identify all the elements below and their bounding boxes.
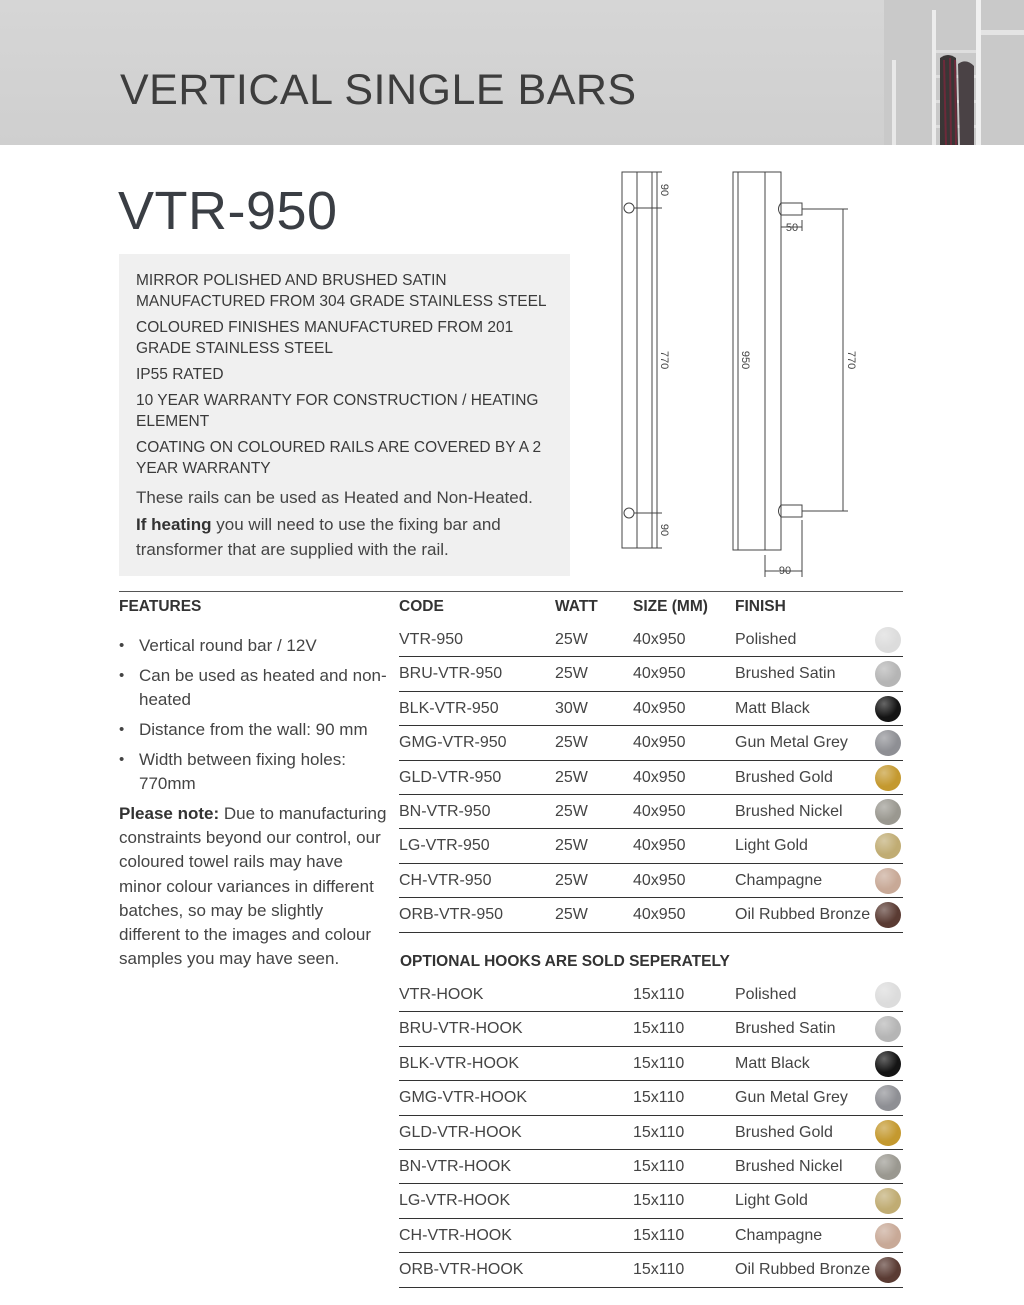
table-row [399, 864, 903, 898]
row-size: 40x950 [633, 802, 686, 820]
row-code: VTR-950 [399, 631, 464, 648]
table-row [399, 657, 903, 691]
spec-box [119, 254, 570, 576]
finish-swatch [875, 1120, 901, 1146]
finish-swatch [875, 661, 901, 687]
row-watt: 25W [555, 768, 588, 786]
row-finish: Brushed Gold [735, 1123, 833, 1141]
row-finish: Gun Metal Grey [735, 1089, 848, 1107]
code-heading: CODE [399, 598, 444, 615]
size-heading: SIZE (MM) [633, 598, 708, 615]
row-watt: 25W [555, 871, 588, 889]
row-code: LG-VTR-950 [399, 837, 490, 855]
row-size: 15x110 [633, 1054, 685, 1072]
row-finish: Light Gold [735, 1192, 808, 1210]
row-size: 15x110 [633, 1157, 685, 1175]
row-size: 15x110 [633, 986, 685, 1003]
dim-side-height: 950 [739, 350, 751, 370]
dim-side-depth: 90 [778, 565, 792, 577]
row-code: CH-VTR-950 [399, 871, 492, 889]
spec-line: COLOURED FINISHES MANUFACTURED FROM 201 GRADE STAINLESS STEEL [136, 319, 514, 357]
row-watt: 25W [555, 906, 588, 924]
towel-rail-photo [884, 0, 1024, 145]
row-size: 40x950 [633, 871, 686, 889]
finish-swatch [875, 1085, 901, 1111]
table-row [399, 1253, 903, 1287]
fixing-note [136, 512, 556, 562]
row-code: ORB-VTR-HOOK [399, 1261, 524, 1279]
row-size: 15x110 [633, 1020, 685, 1038]
finish-swatch [875, 1154, 901, 1180]
dim-front-mid: 770 [658, 350, 670, 370]
spec-line: IP55 RATED [136, 366, 224, 383]
features-list [119, 634, 387, 971]
dim-side-mid: 770 [845, 350, 857, 370]
row-finish: Matt Black [735, 1054, 810, 1072]
dim-front-top: 90 [658, 183, 670, 197]
row-finish: Oil Rubbed Bronze [735, 1261, 871, 1279]
features-heading: FEATURES [119, 598, 202, 615]
table-row [399, 898, 903, 932]
header-band [0, 0, 1024, 145]
row-finish: Brushed Nickel [735, 1157, 843, 1175]
side-hook-bottom [779, 505, 803, 517]
row-code: BLK-VTR-HOOK [399, 1054, 520, 1072]
row-watt: 25W [555, 837, 588, 855]
row-watt: 25W [555, 631, 588, 648]
rails-table [399, 623, 903, 933]
heating-note: These rails can be used as Heated and Non-Heated. [136, 488, 533, 507]
row-finish: Polished [735, 631, 797, 648]
row-size: 15x110 [633, 1123, 685, 1141]
fixing-note-text: you will need to use the fixing bar and transformer that are supplied with the rail. [136, 515, 501, 559]
finish-swatch [875, 1016, 901, 1042]
finish-swatch [875, 902, 901, 928]
table-row [399, 1047, 903, 1081]
row-code: LG-VTR-HOOK [399, 1192, 511, 1210]
row-finish: Oil Rubbed Bronze [735, 906, 871, 924]
page-title: VERTICAL SINGLE BARS [120, 66, 637, 114]
finish-swatch [875, 1223, 901, 1249]
spec-line: COATING ON COLOURED RAILS ARE COVERED BY A 2 YEAR WARRANTY [136, 439, 542, 477]
row-finish: Champagne [735, 1226, 823, 1244]
finish-swatch [875, 696, 901, 722]
fixing-hole-top [624, 203, 634, 213]
row-size: 15x110 [633, 1089, 685, 1107]
feature-item: • Can be used as heated and non-heated [119, 664, 387, 712]
finish-swatch [875, 1051, 901, 1077]
row-size: 40x950 [633, 837, 686, 855]
table-row [399, 829, 903, 863]
spec-line: 10 YEAR WARRANTY FOR CONSTRUCTION / HEATING ELEMENT [136, 392, 539, 430]
finish-swatch [875, 627, 901, 653]
finish-swatch [875, 1188, 901, 1214]
table-row [399, 1081, 903, 1115]
finish-swatch [875, 730, 901, 756]
row-code: GLD-VTR-HOOK [399, 1123, 522, 1141]
finish-swatch [875, 765, 901, 791]
finish-swatch [875, 982, 901, 1008]
fixing-note-bold: If heating [136, 515, 212, 534]
spec-line: MIRROR POLISHED AND BRUSHED SATIN MANUFACTURED FROM 304 GRADE STAINLESS STEEL [136, 272, 547, 310]
table-row [399, 1012, 903, 1046]
table-row [399, 978, 903, 1012]
side-hook-top [779, 203, 803, 215]
row-code: BRU-VTR-HOOK [399, 1020, 523, 1038]
row-finish: Brushed Gold [735, 768, 833, 786]
feature-item: • Width between fixing holes: 770mm [119, 748, 387, 796]
row-code: CH-VTR-HOOK [399, 1226, 512, 1244]
technical-drawing [600, 165, 900, 585]
row-watt: 25W [555, 665, 588, 683]
row-size: 40x950 [633, 734, 686, 752]
table-row [399, 692, 903, 726]
row-size: 40x950 [633, 699, 686, 717]
finish-swatch [875, 833, 901, 859]
colour-note [119, 802, 387, 971]
row-finish: Champagne [735, 871, 823, 889]
row-code: BN-VTR-HOOK [399, 1157, 511, 1175]
row-finish: Light Gold [735, 837, 808, 855]
row-size: 15x110 [633, 1192, 685, 1210]
row-finish: Brushed Satin [735, 1020, 836, 1038]
row-size: 40x950 [633, 631, 686, 648]
row-code: GMG-VTR-950 [399, 734, 507, 752]
row-watt: 25W [555, 734, 588, 752]
table-row [399, 1116, 903, 1150]
table-row [399, 1184, 903, 1218]
row-code: BN-VTR-950 [399, 802, 491, 820]
row-watt: 25W [555, 802, 588, 820]
row-code: BRU-VTR-950 [399, 665, 503, 683]
colour-note-text: Due to manufacturing constraints beyond our control, our coloured towel rails may have minor colour variances in different batches, so may be slightly different to the images and colour samples you may have seen. [119, 804, 387, 969]
row-finish: Polished [735, 986, 797, 1003]
hooks-table [399, 978, 903, 1288]
row-size: 15x110 [633, 1261, 685, 1279]
table-row [399, 623, 903, 657]
feature-item: • Vertical round bar / 12V [119, 634, 387, 658]
row-finish: Gun Metal Grey [735, 734, 848, 752]
row-code: VTR-HOOK [399, 986, 484, 1003]
table-row [399, 726, 903, 760]
row-code: GMG-VTR-HOOK [399, 1089, 527, 1107]
header-rule [119, 591, 903, 592]
row-watt: 30W [555, 699, 588, 717]
table-row [399, 1219, 903, 1253]
row-finish: Matt Black [735, 699, 810, 717]
row-finish: Brushed Satin [735, 665, 836, 683]
finish-swatch [875, 868, 901, 894]
product-title: VTR-950 [118, 181, 338, 241]
table-row [399, 1150, 903, 1184]
watt-heading: WATT [555, 598, 598, 615]
table-row [399, 761, 903, 795]
finish-heading: FINISH [735, 598, 786, 615]
row-finish: Brushed Nickel [735, 802, 843, 820]
finish-swatch [875, 1257, 901, 1283]
dim-side-hook: 50 [785, 222, 799, 234]
feature-item: • Distance from the wall: 90 mm [119, 718, 387, 742]
row-size: 40x950 [633, 906, 686, 924]
hooks-heading: OPTIONAL HOOKS ARE SOLD SEPERATELY [400, 953, 730, 970]
table-row [399, 795, 903, 829]
colour-note-bold: Please note: [119, 804, 220, 823]
fixing-hole-bottom [624, 508, 634, 518]
row-size: 40x950 [633, 665, 686, 683]
row-size: 15x110 [633, 1226, 685, 1244]
dim-front-bottom: 90 [658, 523, 670, 537]
finish-swatch [875, 799, 901, 825]
row-code: GLD-VTR-950 [399, 768, 502, 786]
row-code: ORB-VTR-950 [399, 906, 504, 924]
row-code: BLK-VTR-950 [399, 699, 499, 717]
row-size: 40x950 [633, 768, 686, 786]
